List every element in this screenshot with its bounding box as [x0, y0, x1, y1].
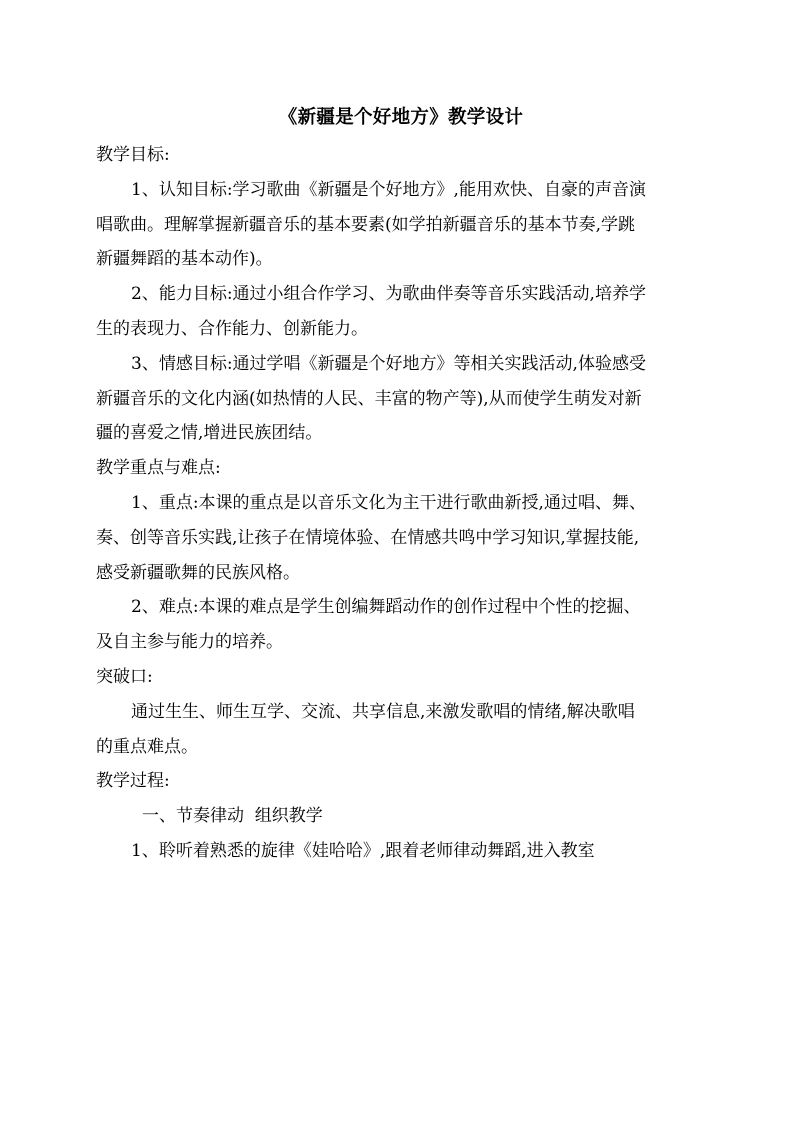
step1-heading: 一、节奏律动 组织教学 — [142, 806, 323, 827]
difficult-point-line-2: 及自主参与能力的培养。 — [96, 632, 283, 653]
goal-emotion — [96, 347, 706, 451]
breakthrough-heading: 突破口: — [96, 666, 153, 687]
key-point-line-3: 感受新疆歌舞的民族风格。 — [96, 562, 300, 583]
goal-cognitive-line-3: 新疆舞蹈的基本动作)。 — [96, 249, 273, 270]
document-title: 《新疆是个好地方》教学设计 — [278, 107, 524, 128]
goals-heading: 教学目标: — [96, 145, 170, 165]
goal-emotion-line-1: 3、情感目标:通过学唱《新疆是个好地方》等相关实践活动,体验感受 — [131, 353, 646, 374]
difficult-point — [96, 590, 706, 660]
goal-cognitive — [96, 173, 706, 277]
key-point — [96, 486, 706, 590]
goal-emotion-line-3: 疆的喜爱之情,增进民族团结。 — [96, 423, 323, 444]
process-heading: 教学过程: — [96, 771, 170, 792]
breakthrough-text — [96, 695, 706, 765]
goal-ability — [96, 277, 706, 347]
key-points-heading: 教学重点与难点: — [96, 458, 221, 479]
breakthrough-line-2: 的重点难点。 — [96, 736, 198, 757]
goal-ability-line-2: 生的表现力、合作能力、创新能力。 — [96, 318, 368, 339]
key-point-line-1: 1、重点:本课的重点是以音乐文化为主干进行歌曲新授,通过唱、舞、 — [131, 492, 646, 513]
goal-emotion-line-2: 新疆音乐的文化内涵(如热情的人民、丰富的物产等),从而使学生萌发对新 — [96, 388, 642, 409]
step1-item-1: 1、聆听着熟悉的旋律《娃哈哈》,跟着老师律动舞蹈,进入教室 — [131, 840, 595, 861]
goal-cognitive-line-1: 1、认知目标:学习歌曲《新疆是个好地方》,能用欢快、自豪的声音演 — [131, 179, 646, 200]
goal-ability-line-1: 2、能力目标:通过小组合作学习、为歌曲伴奏等音乐实践活动,培养学 — [131, 284, 646, 305]
document-page — [96, 98, 706, 869]
goal-cognitive-line-2: 唱歌曲。理解掌握新疆音乐的基本要素(如学拍新疆音乐的基本节奏,学跳 — [96, 214, 636, 235]
breakthrough-line-1: 通过生生、师生互学、交流、共享信息,来激发歌唱的情绪,解决歌唱 — [131, 701, 635, 722]
key-point-line-2: 奏、创等音乐实践,让孩子在情境体验、在情感共鸣中学习知识,掌握技能, — [96, 527, 640, 548]
difficult-point-line-1: 2、难点:本课的难点是学生创编舞蹈动作的创作过程中个性的挖掘、 — [131, 597, 641, 618]
